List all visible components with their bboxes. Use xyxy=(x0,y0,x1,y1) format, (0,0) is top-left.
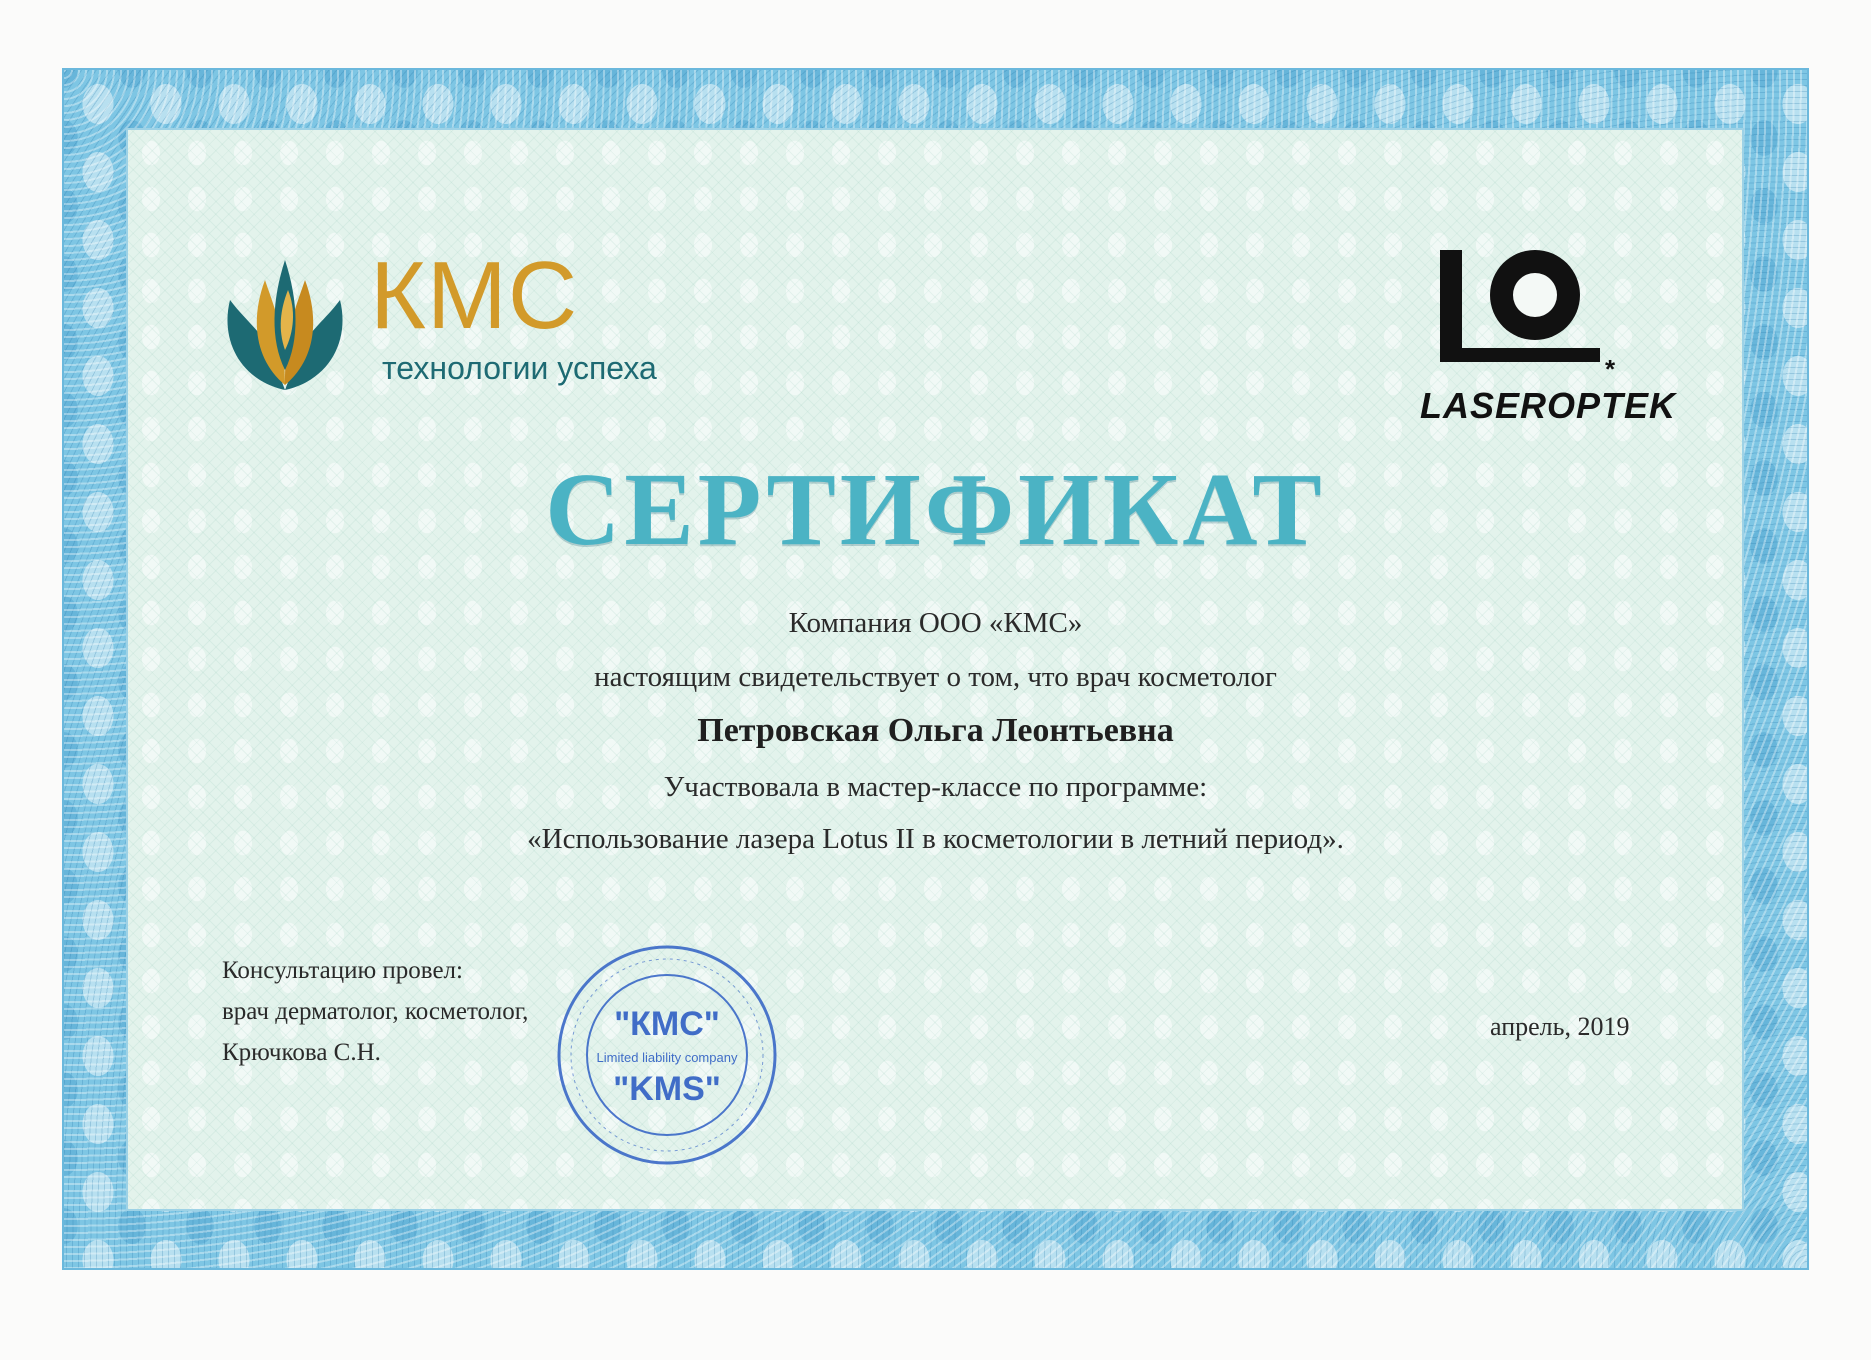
seal-middle-text: Limited liability company xyxy=(596,1050,738,1065)
consultant-position: врач дерматолог, косметолог, xyxy=(222,998,529,1025)
company-seal xyxy=(552,940,782,1170)
kms-logo-text: КМС xyxy=(370,242,579,349)
consultant-name: Крючкова С.Н. xyxy=(222,1039,381,1066)
consultant-label: Консультацию провел: xyxy=(222,957,463,984)
lotus-icon xyxy=(210,240,360,400)
certificate-title: СЕРТИФИКАТ xyxy=(545,452,1326,567)
laseroptek-logo-text: LASEROPTEK xyxy=(1420,385,1677,426)
program-title: «Использование лазера Lotus II в косметологии в летний период». xyxy=(527,823,1344,855)
svg-text:*: * xyxy=(1605,354,1616,384)
issue-date: апрель, 2019 xyxy=(1490,1012,1630,1041)
laseroptek-mark-icon xyxy=(1400,240,1630,385)
seal-top-text: "КМС" xyxy=(614,1005,720,1043)
company-line: Компания ООО «КМС» xyxy=(788,607,1083,639)
kms-logo xyxy=(210,240,710,400)
testifies-line: настоящим свидетельствует о том, что врач косметолог xyxy=(594,661,1277,693)
consultant-block xyxy=(222,950,528,1073)
seal-bottom-text: "KMS" xyxy=(613,1070,721,1108)
participation-line: Участвовала в мастер-классе по программе: xyxy=(663,771,1208,803)
kms-tagline: технологии успеха xyxy=(382,350,657,386)
recipient-name: Петровская Ольга Леонтьевна xyxy=(697,712,1174,749)
laseroptek-logo xyxy=(1400,240,1677,430)
